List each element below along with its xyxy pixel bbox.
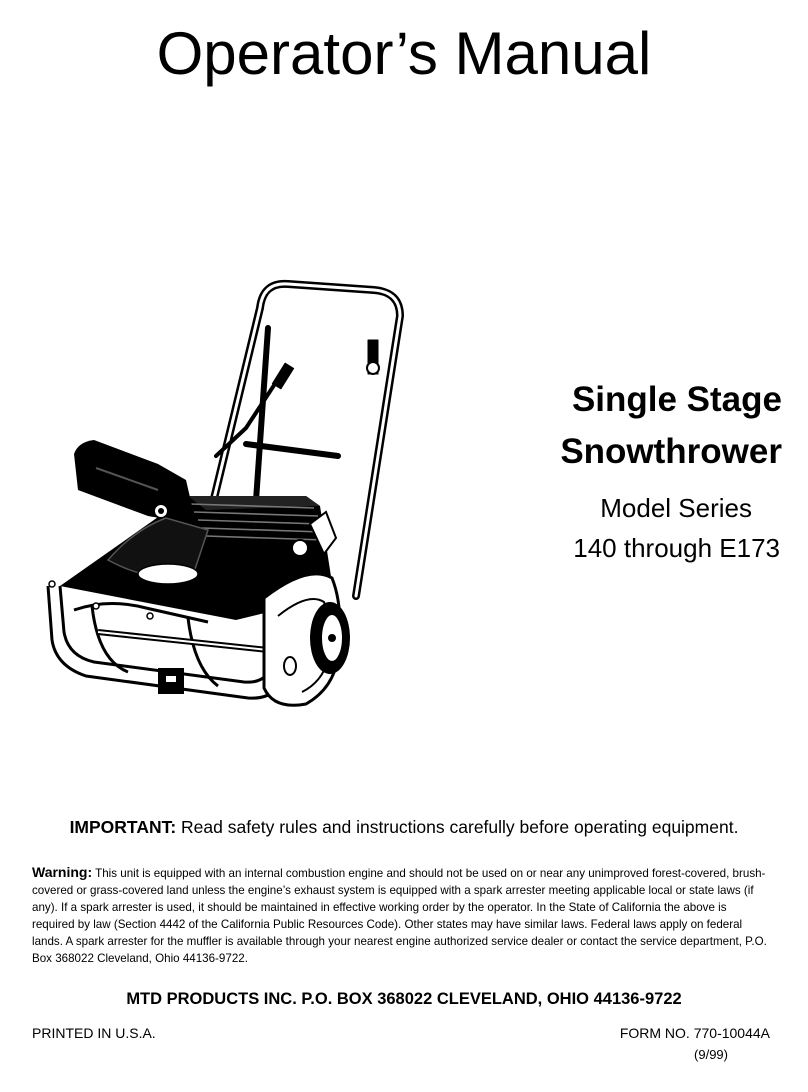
- model-range: 140 through E173: [573, 533, 780, 563]
- document-title: Operator’s Manual: [156, 20, 652, 87]
- warning-text: This unit is equipped with an internal combustion engine and should not be used on or near any unimproved forest-covered, brush-covered or grass-covered land unless the engine’s exhaust system is equipped with a spark arrester meeting applicable local or state laws (if any). If a spark arrester is used, it should be maintained in effective working order by the operator. In the State of California the above is required by law (Section 4442 of the California Public Resources Code). Other states may have similar laws. Federal laws apply on federal lands. A spark arrester for the muffler is available through your nearest engine authorized service dealer or contact the service department, P.O. Box 368022 Cleveland, Ohio 44136-9722.: [32, 867, 767, 965]
- form-number: FORM NO. 770-10044A: [619, 1025, 770, 1041]
- snowthrower-illustration: [38, 268, 418, 728]
- important-label: IMPORTANT:: [69, 817, 177, 837]
- company-address: MTD PRODUCTS INC. P.O. BOX 368022 CLEVELAND, OHIO 44136-9722: [126, 990, 682, 1008]
- warning-label: Warning:: [32, 864, 93, 880]
- important-text: Read safety rules and instructions carefully before operating equipment.: [176, 817, 739, 837]
- model-series-label: Model Series: [600, 493, 752, 523]
- printed-in: PRINTED IN U.S.A.: [32, 1025, 156, 1041]
- important-notice: [0, 815, 808, 839]
- product-title: Single Stage Snowthrower: [560, 380, 782, 471]
- form-date: (9/99): [694, 1047, 728, 1062]
- warning-notice: [32, 864, 767, 967]
